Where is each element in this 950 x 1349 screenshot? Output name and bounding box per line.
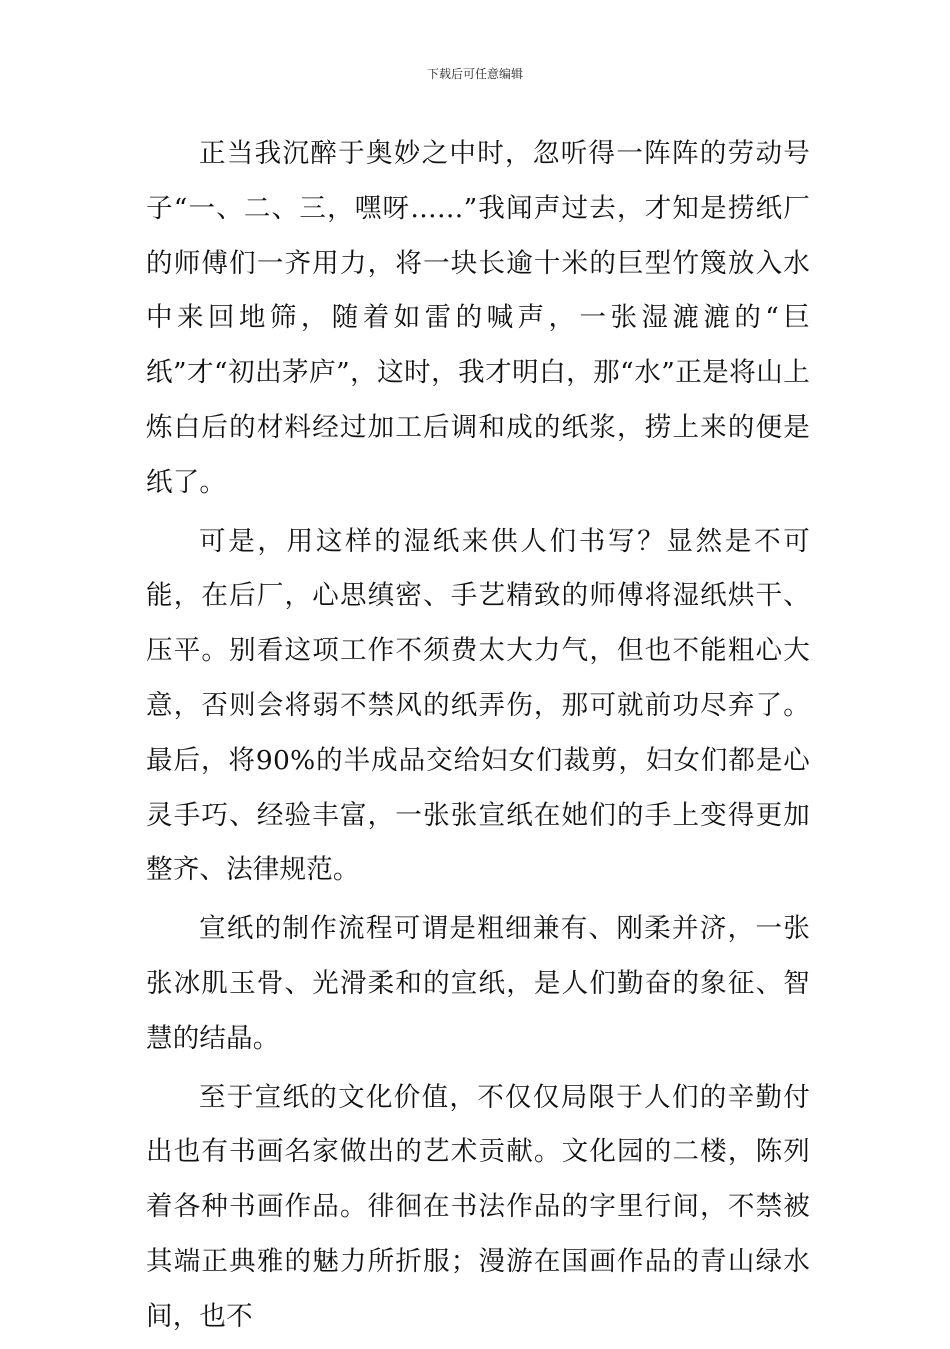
page-header: 下载后可任意编辑 [426, 67, 523, 81]
paragraph: 正当我沉醉于奥妙之中时，忽听得一阵阵的劳动号子“一、二、三，嘿呀……”我闻声过去，才知是捞纸厂的师傅们一齐用力，将一块长逾十米的巨型竹篾放入水中来回地筛，随着如雷的喊声，一张湿漉漉的“巨纸”才“初出茅庐”，这时，我才明白，那“水”正是将山上炼白后的材料经过加工后调和成的纸浆，捞上来的便是纸了。 [146, 138, 810, 498]
paragraph: 至于宣纸的文化价值，不仅仅局限于人们的辛勤付出也有书画名家做出的艺术贡献。文化园的二楼，陈列着各种书画作品。徘徊在书法作品的字里行间，不禁被其端正典雅的魅力所折服；漫游在国画作品的青山绿水间，也不 [146, 1081, 810, 1332]
paragraph: 宣纸的制作流程可谓是粗细兼有、刚柔并济，一张张冰肌玉骨、光滑柔和的宣纸，是人们勤奋的象征、智慧的结晶。 [146, 913, 810, 1054]
paragraph: 可是，用这样的湿纸来供人们书写？显然是不可能，在后厂，心思缜密、手艺精致的师傅将湿纸烘干、压平。别看这项工作不须费太大力气，但也不能粗心大意，否则会将弱不禁风的纸弄伤，那可就前功尽弃了。最后，将90%的半成品交给妇女们裁剪，妇女们都是心灵手巧、经验丰富，一张张宣纸在她们的手上变得更加整齐、法律规范。 [146, 525, 810, 886]
document-body [146, 127, 810, 1349]
